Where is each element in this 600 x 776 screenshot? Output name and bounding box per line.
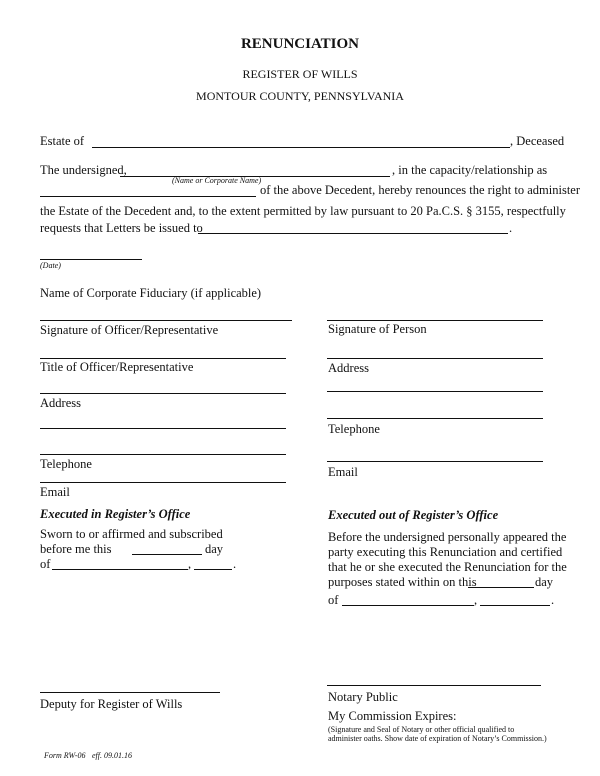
executed-out-line2: party executing this Renunciation and certified: [328, 545, 563, 559]
executed-out-heading: Executed out of Register’s Office: [328, 508, 499, 522]
executed-in-month-field[interactable]: [52, 569, 188, 570]
executed-in-heading: Executed in Register’s Office: [40, 507, 191, 521]
executed-out-line4-post: day: [535, 575, 554, 589]
capacity-text: , in the capacity/relationship as: [392, 163, 548, 177]
deceased-suffix: , Deceased: [510, 134, 565, 148]
right-telephone-label: Telephone: [328, 422, 380, 436]
office-name: REGISTER OF WILLS: [242, 67, 358, 81]
name-caption: (Name or Corporate Name): [172, 176, 262, 185]
estate-label: Estate of: [40, 134, 85, 148]
executed-in-line1: Sworn to or affirmed and subscribed: [40, 527, 223, 541]
right-telephone-line[interactable]: [327, 418, 543, 419]
notary-note-line2: administer oaths. Show date of expiration of Notary’s Commission.): [328, 734, 547, 743]
date-caption: (Date): [40, 261, 61, 270]
letters-issued-to-field[interactable]: [198, 233, 508, 234]
left-telephone-line[interactable]: [40, 454, 286, 455]
executed-in-line2-post: day: [205, 542, 224, 556]
executed-out-day-field[interactable]: [468, 587, 534, 588]
form-number: Form RW-06: [44, 751, 86, 760]
commission-expires-label: My Commission Expires:: [328, 709, 457, 723]
estate-name-field[interactable]: [92, 147, 510, 148]
executed-in-day-field[interactable]: [132, 554, 202, 555]
executed-out-line1: Before the undersigned personally appeared the: [328, 530, 567, 544]
right-address-label: Address: [328, 361, 369, 375]
left-email-label: Email: [40, 485, 70, 499]
executed-out-line3: that he or she executed the Renunciation for the: [328, 560, 567, 574]
executed-in-period: .: [233, 557, 237, 571]
executed-in-line2-pre: before me this: [40, 542, 112, 556]
request-period: .: [509, 221, 513, 235]
letters-request-text: requests that Letters be issued to: [40, 221, 203, 235]
right-email-line[interactable]: [327, 461, 543, 462]
notary-note-line1: (Signature and Seal of Notary or other official qualified to: [328, 725, 515, 734]
renounce-text: of the above Decedent, hereby renounces the right to administer: [260, 183, 581, 197]
executed-in-year-field[interactable]: [194, 569, 232, 570]
notary-signature-line[interactable]: [327, 685, 541, 686]
executed-out-line5-pre: of: [328, 593, 339, 607]
signature-officer-line[interactable]: [40, 320, 292, 321]
left-address-label: Address: [40, 396, 81, 410]
capacity-field[interactable]: [40, 196, 256, 197]
title-officer-label: Title of Officer/Representative: [40, 360, 194, 374]
form-effective-date: eff. 09.01.16: [92, 751, 132, 760]
notary-label: Notary Public: [328, 690, 398, 704]
left-email-line[interactable]: [40, 482, 286, 483]
deputy-label: Deputy for Register of Wills: [40, 697, 183, 711]
executed-in-line3-pre: of: [40, 557, 51, 571]
page-title: RENUNCIATION: [240, 36, 360, 52]
right-email-label: Email: [328, 465, 358, 479]
executed-in-comma: ,: [188, 557, 192, 571]
executed-out-line4-pre: purposes stated within on this: [328, 575, 477, 589]
executed-out-year-field[interactable]: [480, 605, 550, 606]
executed-out-month-field[interactable]: [342, 605, 474, 606]
left-address-line-2[interactable]: [40, 428, 286, 429]
right-address-line-1[interactable]: [327, 358, 543, 359]
estate-statute-text: the Estate of the Decedent and, to the extent permitted by law pursuant to 20 Pa.C.S. § 3155, respectfully: [40, 204, 566, 218]
signature-person-line[interactable]: [327, 320, 543, 321]
left-telephone-label: Telephone: [40, 457, 92, 471]
right-address-line-2[interactable]: [327, 391, 543, 392]
signature-officer-label: Signature of Officer/Representative: [40, 323, 219, 337]
signature-person-label: Signature of Person: [328, 322, 427, 336]
county-name: MONTOUR COUNTY, PENNSYLVANIA: [196, 89, 404, 103]
deputy-signature-line[interactable]: [40, 692, 220, 693]
date-field[interactable]: [40, 259, 142, 260]
undersigned-label: The undersigned,: [40, 163, 127, 177]
left-address-line-1[interactable]: [40, 393, 286, 394]
title-officer-line[interactable]: [40, 358, 286, 359]
corporate-fiduciary-label: Name of Corporate Fiduciary (if applicable): [40, 286, 262, 300]
executed-out-period: .: [551, 593, 555, 607]
executed-out-comma: ,: [474, 593, 478, 607]
